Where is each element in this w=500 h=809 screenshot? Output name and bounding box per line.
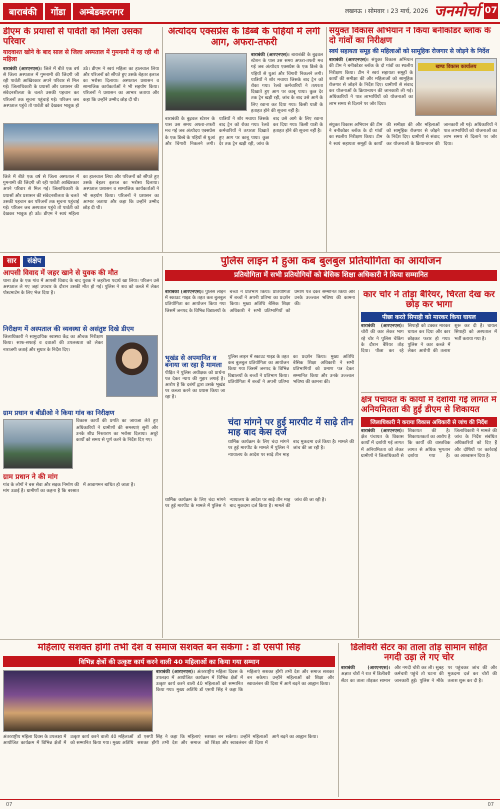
- bulbul-headline: पुलिस लाइन में हुआ कब बुलबुल प्रतियोगिता का आयोजन: [220, 256, 442, 267]
- story-parvati-text: जिले में बीते एक वर्ष से जिला अस्पताल में गुमनामी की जिंदगी जी रही पार्वती आखिरकार अपने परिवार से मिल गई। जिलाधिकारी के प्रयासों और प्रशासन की संवेदनशीलता के चलते उसकी पहचान कर परिजनों तक सूचना पहुंचाई गई। परिजन जब अस्पताल पहुंचे तो पार्वती को देखकर भावुक हो उठे। डीएम ने स्वयं महिला का हालचाल लिया और परिजनों को सौंपते हुए उसके बेहतर इलाज का भरोसा दिलाया। अस्पताल प्रशासन व सामाजिक कार्यकर्ताओं ने भी सहयोग किया। परिजनों ने प्रशासन का आभार जताया और कहा कि उन्होंने उम्मीद छोड़ दी थी।: [3, 66, 159, 109]
- story-antyodaya-intro: [251, 53, 323, 113]
- story-mahila: [3, 643, 335, 797]
- bulbul-continued: [228, 355, 354, 495]
- briefs-column: [3, 256, 159, 636]
- car-chor-body: [361, 324, 497, 382]
- story-kshetra: [361, 396, 497, 636]
- column-rule: [326, 27, 327, 252]
- brief4-body: गांव के लोगों ने बस सेवा और सड़क निर्माण की मांग उठाई है। ग्रामीणों का कहना है कि बरसात में आवागमन बाधित हो जाता है।: [3, 483, 135, 495]
- box-bhukhand-headline: भूखंड से अपमानित व बनाया जा रहा है मामला: [165, 354, 222, 370]
- briefs-labels: [3, 256, 159, 267]
- mahila-sub: विभिन्न क्षेत्रों की उत्कृष्ट कार्य करने वाली 40 महिलाओं का किया गया सम्मान: [3, 656, 335, 667]
- tab-ambedkarnagar[interactable]: अम्बेडकरनगर: [73, 3, 129, 20]
- section-rule: [0, 639, 500, 640]
- kshetra-body: [361, 429, 497, 615]
- delivery-dateline: बाराबंकी (आरएनएस)।: [341, 666, 391, 672]
- story-parvati-dateline: बाराबंकी (आरएनएस)।: [3, 66, 42, 72]
- box-chanda-body: धार्मिक कार्यक्रम के लिए चंदा मांगने पर हुई मारपीट के मामले में पुलिस ने न्यायालय के आदेश पर साढ़े तीन माह बाद मुकदमा दर्ज किया है। मामले की जांच की जा रही है।: [228, 440, 354, 458]
- story-parvati-headline: डीएम के प्रयासों से पार्वती को मिला उसका परिवार: [3, 27, 143, 48]
- box-bhukhand: [165, 355, 225, 495]
- box-chanda-headline: चंदा मांगने पर हुई मारपीट में साढ़े तीन माह बाद केस दर्ज: [228, 418, 354, 439]
- bulbul-banner: [165, 256, 497, 286]
- bulbul-row: [165, 355, 355, 495]
- mahila-row: [3, 670, 335, 732]
- kshetra-headline: क्षेत्र पंचायत के कार्यों में दर्शायी गई लागत में अनियमितता की हुई डीएम से शिकायत: [361, 396, 497, 415]
- bulbul-sub: प्रतियोगिता में सभी प्रतियोगियों को बेसिक शिक्षा अधिकारी ने किया सम्मानित: [165, 270, 497, 281]
- story-vikas-photo: [415, 58, 497, 116]
- story-car-chor: [361, 290, 497, 390]
- brief3-body: विकास कार्यों की प्रगति का जायजा लेते हुए अधिकारियों ने ग्रामीणों की समस्याएं सुनीं और उनके शीघ्र निस्तारण का भरोसा दिलाया। अधूरे कार्यों को समय से पूर्ण करने के निर्देश दिए गए।: [76, 419, 158, 443]
- car-chor-text: चोरी की कार लेकर भाग रहे चोर ने पुलिस चेकिंग के दौरान बैरियर तोड़ दिया। पीछा कर रहे सिपाही को टक्कर मारकर घायल कर दिया और कार छोड़कर फरार हो गया। पुलिस ने कार कब्जे में लेकर आरोपी की तलाश शुरू कर दी है। घायल सिपाही को अस्पताल में भर्ती कराया गया है।: [361, 324, 497, 354]
- story-vikas-sub: स्वयं सहायता समूह की महिलाओं को सामूहिक रोजगार से जोड़ने के निर्देश: [329, 48, 490, 56]
- story-antyodaya: [165, 27, 323, 249]
- mahila-intro: [156, 670, 334, 732]
- mahila-text: अंतरराष्ट्रीय महिला दिवस के उपलक्ष्य में आयोजित कार्यक्रम में विभिन्न क्षेत्रों में उत्कृष्ट कार्य करने वाली 40 महिलाओं को सम्मानित किया गया। मुख्य अतिथि डॉ एसपी सिंह ने कहा कि महिलाएं सशक्त होंगी तभी देश और समाज सशक्त बन सकेगा। उन्होंने महिलाओं को शिक्षा और स्वावलंबन की दिशा में आगे बढ़ने का आह्वान किया।: [156, 669, 334, 694]
- brief2-row: [3, 335, 159, 407]
- brief3-photo: [3, 419, 73, 469]
- story-antyodaya-photo: [165, 53, 247, 111]
- footer-page-right: 07: [487, 801, 494, 808]
- newspaper-logo: जनमोर्चा: [434, 2, 480, 20]
- bulbul-body-bottom: धार्मिक कार्यक्रम के लिए चंदा मांगने पर हुई मारपीट के मामले में पुलिस ने न्यायालय के आदेश पर साढ़े तीन माह बाद मुकदमा दर्ज किया है। मामले की जांच की जा रही है।: [165, 497, 327, 509]
- bulbul-body-cont: पुलिस लाइन में स्काउट गाइड के तहत कब बुलबुल प्रतियोगिता का आयोजन किया गया जिसमें जनपद के विभिन्न विद्यालयों के बच्चों ने प्रतिभाग किया। प्रतियोगिता में बच्चों ने अपनी प्रतिभा का प्रदर्शन किया। मुख्य अतिथि बेसिक शिक्षा अधिकारी ने सभी प्रतिभागियों को प्रमाण पत्र देकर सम्मानित किया और उनके उज्ज्वल भविष्य की कामना की।: [228, 355, 354, 385]
- tab-gonda[interactable]: गोंडा: [45, 3, 72, 20]
- section-tabs: [3, 3, 132, 20]
- label-saar: सार: [3, 256, 20, 267]
- story-antyodaya-dateline: बाराबंकी (आरएनएस)।: [251, 53, 290, 58]
- story-vikas-headline: संयुक्त विकास अभियान ने किया बनीकोडर ब्लॉक के दो गांवों का निरीक्षण: [329, 27, 491, 46]
- brief1-body: थाना क्षेत्र के एक गांव में आपसी विवाद के बाद युवक ने जहरीला पदार्थ खा लिया। परिजन उसे अस्पताल ले गए जहां उपचार के दौरान उसकी मौत हो गई। पुलिस ने शव को कब्जे में लेकर पोस्टमार्टम के लिए भेज दिया है।: [3, 278, 159, 297]
- delivery-body: [341, 666, 497, 784]
- story-vikas-text: संयुक्त विकास अभियान की टीम ने बनीकोडर ब्लॉक के दो गांवों का स्थलीय निरीक्षण किया। टीम ने स्वयं सहायता समूहों के कार्यों की समीक्षा की और महिलाओं को सामूहिक रोजगार से जोड़ने के निर्देश दिए। ग्रामीणों से संवाद कर योजनाओं के क्रियान्वयन की जानकारी ली गई। अधिकारियों ने पात्र लाभार्थियों को योजनाओं का लाभ समय से दिलाने पर जोर दिया।: [329, 58, 413, 107]
- story-vikas-abhiyan: [329, 27, 497, 249]
- brief2-portrait: [106, 335, 158, 397]
- mahila-photo: [3, 670, 153, 732]
- car-chor-sub: पीछा करते सिपाही को मारकर किया घायल: [361, 312, 497, 322]
- brief4-headline: ग्राम प्रधान ने की मांग: [3, 473, 58, 482]
- section-rule: [0, 252, 500, 253]
- office-signboard: खण्ड विकास कार्यालय: [418, 63, 494, 71]
- story-antyodaya-body: [165, 117, 323, 249]
- story-parvati-photo: [3, 123, 159, 171]
- story-parvati-text-cont: जिले में बीते एक वर्ष से जिला अस्पताल में गुमनामी की जिंदगी जी रही पार्वती आखिरकार अपने परिवार से मिल गई। जिलाधिकारी के प्रयासों और प्रशासन की संवेदनशीलता के चलते उसकी पहचान कर परिजनों तक सूचना पहुंचाई गई। परिजन जब अस्पताल पहुंचे तो पार्वती को देखकर भावुक हो उठे। डीएम ने स्वयं महिला का हालचाल लिया और परिजनों को सौंपते हुए उसके बेहतर इलाज का भरोसा दिलाया। अस्पताल प्रशासन व सामाजिक कार्यकर्ताओं ने भी सहयोग किया। परिजनों ने प्रशासन का आभार जताया और कहा कि उन्होंने उम्मीद छोड़ दी थी।: [3, 175, 159, 218]
- story-vikas-intro: [329, 58, 413, 116]
- label-sankshep: संक्षेप: [23, 256, 45, 267]
- column-rule: [162, 27, 163, 252]
- story-vikas-body: [329, 123, 497, 249]
- story-vikas-lead: [329, 58, 497, 116]
- story-antyodaya-text-cont: बाराबंकी के बुढ़वल स्टेशन के पास उस समय अफरा-तफरी मच गई जब अंत्योदय एक्सप्रेस के एक डिब्बे के पहियों से धुआं और चिंगारी निकलने लगी। यात्रियों ने शोर मचाया जिसके बाद ट्रेन को रोका गया। रेलवे कर्मचारियों ने तत्परता दिखाते हुए आग पर काबू पाया। कुछ देर तक ट्रेन खड़ी रही, जांच के बाद उसे आगे के लिए रवाना कर दिया गया। किसी यात्री के हताहत होने की सूचना नहीं है।: [165, 117, 323, 147]
- delivery-text: अज्ञात चोरों ने रात में डिलीवरी सेंटर का ताला तोड़कर सामान और नगदी चोरी कर ली। सुबह कर्मचारी पहुंचे तो घटना की जानकारी हुई। पुलिस ने मौके पर पहुंचकर जांच की और मुकदमा दर्ज कर चोरों की तलाश शुरू कर दी है।: [341, 666, 497, 684]
- section-rule: [361, 392, 497, 393]
- brief1-headline: आपसी विवाद में जहर खाने से युवक की मौत: [3, 269, 118, 277]
- story-vikas-dateline: बाराबंकी (आरएनएस)।: [329, 58, 369, 64]
- story-antyodaya-headline: अंत्योदय एक्सप्रेस के डिब्बे के पहियों में लगी आग, अफरा-तफरी: [167, 27, 321, 48]
- car-chor-dateline: बाराबंकी (आरएनएस)।: [361, 324, 404, 330]
- story-parvati-body-cont: [3, 175, 159, 249]
- brief2-headline: निरीक्षण में अस्पताल की व्यवस्था से असंतुष्ट दिखे डीएम: [3, 324, 134, 333]
- mahila-body: अंतरराष्ट्रीय महिला दिवस के उपलक्ष्य में आयोजित कार्यक्रम में विभिन्न क्षेत्रों में उत्कृष्ट कार्य करने वाली 40 महिलाओं को सम्मानित किया गया। मुख्य अतिथि डॉ एसपी सिंह ने कहा कि महिलाएं सशक्त होंगी तभी देश और समाज सशक्त बन सकेगा। उन्होंने महिलाओं को शिक्षा और स्वावलंबन की दिशा में आगे बढ़ने का आह्वान किया।: [3, 734, 318, 746]
- tab-barabanki[interactable]: बाराबंकी: [3, 3, 43, 20]
- mahila-dateline: बाराबंकी (आरएनएस)।: [156, 669, 195, 675]
- story-parvati: [3, 27, 159, 249]
- bulbul-dateline: बाराबंकी (आरएनएस)।: [165, 290, 204, 295]
- story-antyodaya-text: बाराबंकी के बुढ़वल स्टेशन के पास उस समय अफरा-तफरी मच गई जब अंत्योदय एक्सप्रेस के एक डिब्बे के पहियों से धुआं और चिंगारी निकलने लगी। यात्रियों ने शोर मचाया जिसके बाद ट्रेन को रोका गया। रेलवे कर्मचारियों ने तत्परता दिखाते हुए आग पर काबू पाया। कुछ देर तक ट्रेन खड़ी रही, जांच के बाद उसे आगे के लिए रवाना कर दिया गया। किसी यात्री के हताहत होने की सूचना नहीं है।: [251, 53, 323, 114]
- masthead: [0, 0, 500, 24]
- bulbul-text: पुलिस लाइन में स्काउट गाइड के तहत कब बुलबुल प्रतियोगिता का आयोजन किया गया जिसमें जनपद के विभिन्न विद्यालयों के बच्चों ने प्रतिभाग किया। प्रतियोगिता में बच्चों ने अपनी प्रतिभा का प्रदर्शन किया। मुख्य अतिथि बेसिक शिक्षा अधिकारी ने सभी प्रतिभागियों को प्रमाण पत्र देकर सम्मानित किया और उनके उज्ज्वल भविष्य की कामना की।: [165, 290, 355, 314]
- column-rule: [358, 290, 359, 638]
- brief2-body: जिलाधिकारी ने सामुदायिक स्वास्थ्य केंद्र का औचक निरीक्षण किया। साफ-सफाई व दवाओं की उपलब्धता को लेकर नाराजगी जताई और सुधार के निर्देश दिए।: [3, 335, 103, 353]
- brief3-headline: ग्राम प्रधान व बीडीओ ने किया गांव का निरीक्षण: [3, 409, 115, 418]
- page-number: 07: [484, 3, 498, 19]
- box-bhukhand-body: पीड़ित ने पुलिस अधीक्षक को प्रार्थना पत्र देकर न्याय की गुहार लगाई है। आरोप है कि दबंगों द्वारा उसके भूखंड पर कब्जा करने का प्रयास किया जा रहा है।: [165, 370, 225, 401]
- column-rule: [162, 256, 163, 638]
- column-rule: [338, 643, 339, 797]
- delivery-headline: डिलीवरी सेंटर का ताला तोड़ सामान सहित नगदी उड़ा ले गए चोर: [350, 643, 488, 664]
- story-bulbul: [165, 290, 355, 636]
- car-chor-headline: कार चोर ने तोड़ा बैरियर, चिरता देख कर छोड़ कर भागा: [363, 290, 495, 311]
- mahila-headline: महिलाएं सशक्त होंगी तभी देश व समाज सशक्त बन सकेगा : डॉ एसपी सिंह: [37, 643, 301, 653]
- footer-page-left: 07: [6, 801, 13, 808]
- kshetra-dateline: बाराबंकी (आरएनएस)।: [361, 429, 404, 435]
- story-delivery: [341, 643, 497, 797]
- dateline: लखनऊ । सोमवार । 23 मार्च, 2026: [344, 8, 429, 15]
- story-parvati-sub: यादवाश्त खोने के बाद साल से जिला अस्पताल में गुमनामी में रह रही थी महिला: [3, 49, 159, 64]
- bulbul-body: [165, 290, 355, 352]
- story-vikas-text-cont: संयुक्त विकास अभियान की टीम ने बनीकोडर ब्लॉक के दो गांवों का स्थलीय निरीक्षण किया। टीम ने स्वयं सहायता समूहों के कार्यों की समीक्षा की और महिलाओं को सामूहिक रोजगार से जोड़ने के निर्देश दिए। ग्रामीणों से संवाद कर योजनाओं के क्रियान्वयन की जानकारी ली गई। अधिकारियों ने पात्र लाभार्थियों को योजनाओं का लाभ समय से दिलाने पर जोर दिया।: [329, 123, 497, 147]
- page-footer: [0, 799, 500, 809]
- brief3-row: [3, 419, 159, 471]
- kshetra-text: क्षेत्र पंचायत के विकास कार्यों में दर्शायी गई लागत में अनियमितता को लेकर ग्रामीणों ने जिलाधिकारी से शिकायत की है। शिकायतकर्ता का आरोप है कि कार्यों की वास्तविक लागत से अधिक भुगतान दर्शाया गया है। जिलाधिकारी ने मामले की जांच के निर्देश संबंधित अधिकारियों को दिए हैं और दोषियों पर कार्रवाई का आश्वासन दिया है।: [361, 429, 497, 459]
- kshetra-sub: जिलाधिकारी ने कराया विकास अधिकारी से जांच की निर्देश: [361, 417, 497, 427]
